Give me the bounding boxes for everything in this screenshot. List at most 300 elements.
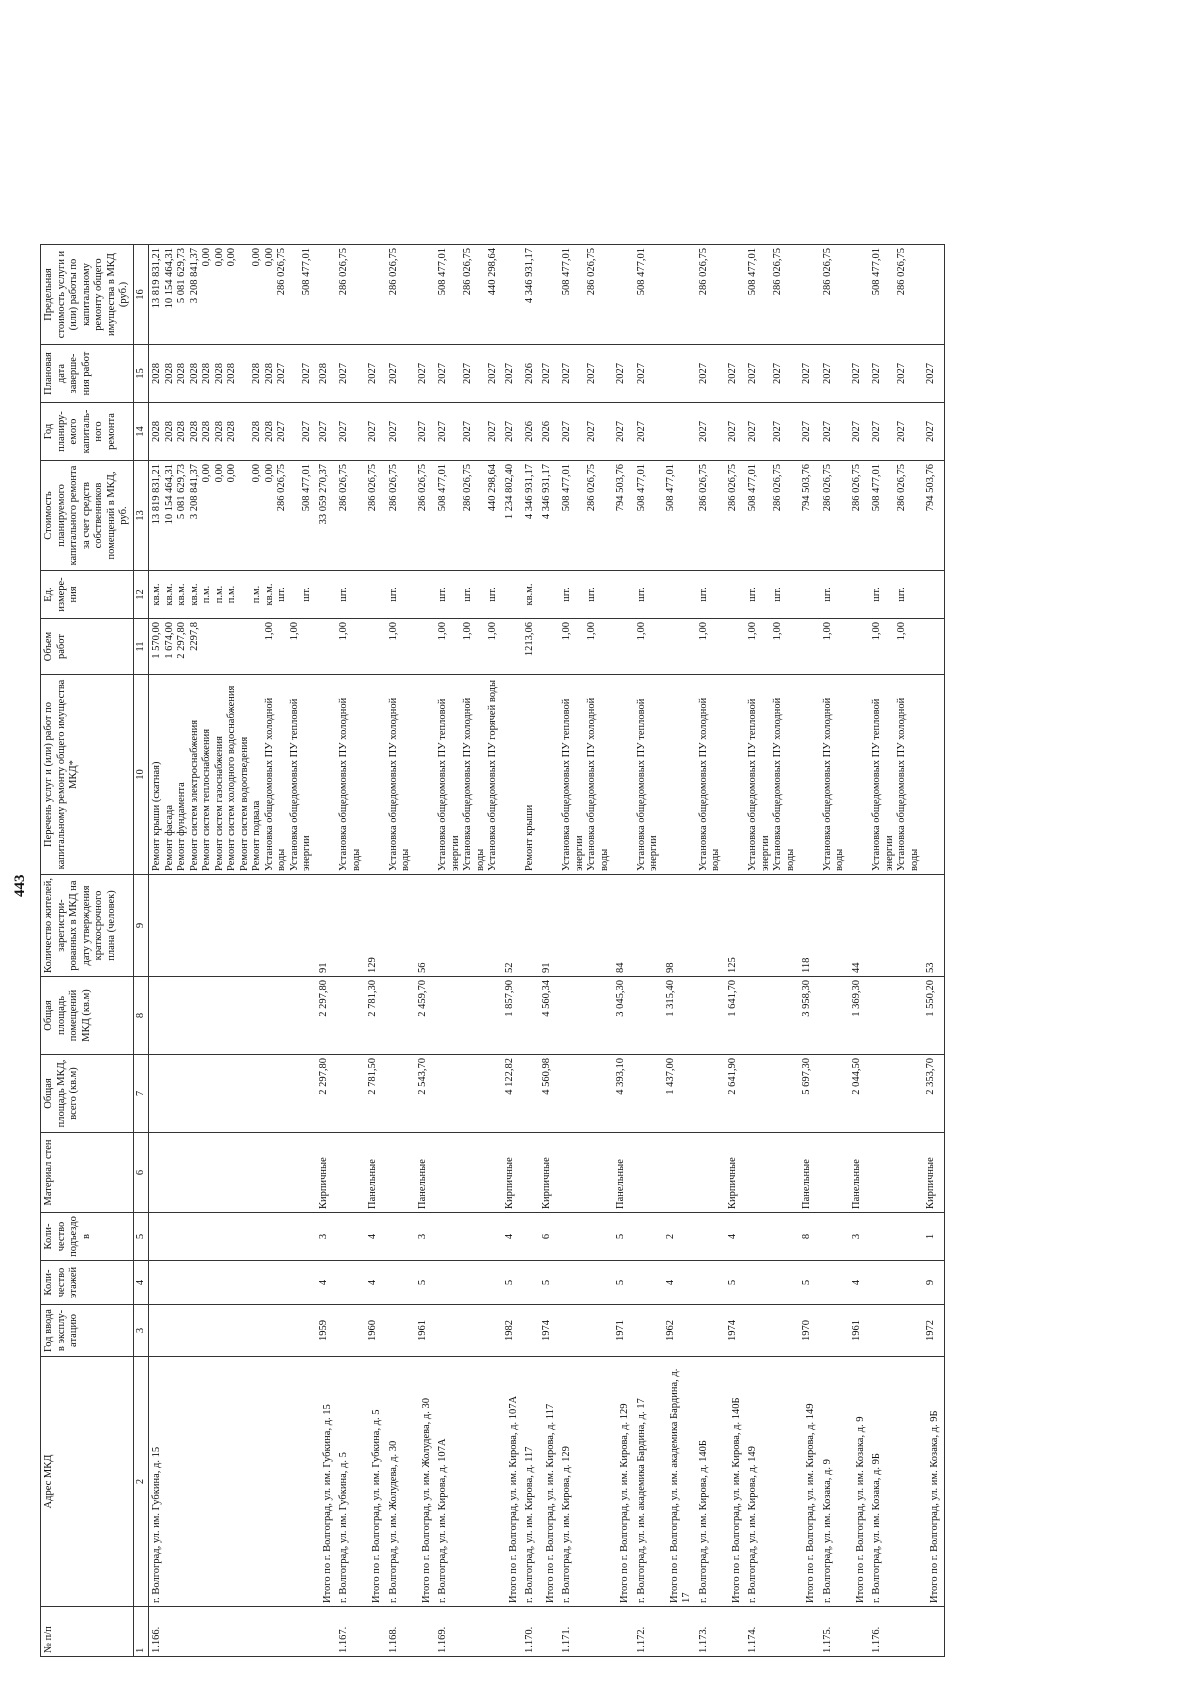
entrances-cell [522,1213,539,1261]
table-row-total [923,245,944,1657]
volume-cell [502,619,523,675]
completion-date-cell: 2028 [316,345,337,403]
table-row [634,245,663,1657]
column-number-cell: 2 [133,1357,149,1607]
repair-year-cell: 2027 [336,403,365,461]
premises-area-cell [386,977,415,1055]
header-cell: Объем работ [41,619,134,675]
table-row [149,245,316,1657]
floors-cell: 4 [365,1261,386,1305]
row-number [539,1607,560,1657]
header-cell: Плановая дата заверше-ния работ [41,345,134,403]
limit-cost-cell [799,245,820,345]
works-list-cell [663,675,696,875]
premises-area-cell: 1 641,70 [725,977,746,1055]
repair-year-cell [663,403,696,461]
year-built-cell: 1974 [539,1305,560,1357]
year-built-cell: 1962 [663,1305,696,1357]
entrances-cell: 4 [365,1213,386,1261]
cost-cell: 508 477,01 [663,461,696,571]
total-area-cell [559,1055,613,1133]
completion-date-cell [663,345,696,403]
unit-cell: шт. [336,571,365,619]
works-list-cell: Установка общедомовых ПУ холодной воды [386,675,415,875]
works-list-cell: Установка общедомовых ПУ тепловой энергии [634,675,663,875]
residents-cell [696,875,725,977]
volume-cell [725,619,746,675]
year-built-cell: 1971 [613,1305,634,1357]
floors-cell: 5 [539,1261,560,1305]
year-built-cell: 1970 [799,1305,820,1357]
volume-cell: 1,00 [634,619,663,675]
limit-cost-cell: 286 026,75 [696,245,725,345]
address-cell: Итого по г. Волгоград, ул. им. Кирова, д. 107А [502,1357,523,1607]
volume-cell [316,619,337,675]
table-row [522,245,539,1657]
entrances-cell [435,1213,502,1261]
total-area-cell [869,1055,923,1133]
column-number-cell: 11 [133,619,149,675]
works-list-cell: Ремонт крыши [522,675,539,875]
page-number: 443 [12,874,28,897]
volume-cell [415,619,436,675]
completion-date-cell: 2027 2027 [559,345,613,403]
wall-material-cell [869,1133,923,1213]
row-number: 1.175. [820,1607,849,1657]
unit-cell: шт. [634,571,663,619]
repair-year-cell: 2027 2027 [869,403,923,461]
repair-year-cell: 2027 [634,403,663,461]
premises-area-cell: 2 459,70 [415,977,436,1055]
entrances-cell: 6 [539,1213,560,1261]
limit-cost-cell: 508 477,01 286 026,75 [745,245,799,345]
header-cell: Год планиру-емого капиталь-ного ремонта [41,403,134,461]
address-cell: г. Волгоград, ул. им. Губкина, д. 15 [149,1357,316,1607]
premises-area-cell [336,977,365,1055]
premises-area-cell: 1 857,90 [502,977,523,1055]
entrances-cell [386,1213,415,1261]
limit-cost-cell: 508 477,01 286 026,75 [869,245,923,345]
cost-cell: 286 026,75 [849,461,870,571]
unit-cell [502,571,523,619]
table-body [149,245,945,1657]
wall-material-cell: Панельные [799,1133,820,1213]
column-number-cell: 6 [133,1133,149,1213]
column-number-cell: 15 [133,345,149,403]
repair-year-cell: 2027 2027 2027 [435,403,502,461]
address-cell: г. Волгоград, ул. им. академика Бардина, д. 17 [634,1357,663,1607]
completion-date-cell: 2027 [923,345,944,403]
wall-material-cell: Панельные [365,1133,386,1213]
repair-year-cell: 2027 [316,403,337,461]
works-list-cell [849,675,870,875]
premises-area-cell: 1 369,30 [849,977,870,1055]
row-number: 1.167. [336,1607,365,1657]
total-area-cell [435,1055,502,1133]
address-cell: г. Волгоград, ул. им. Козака, д. 9 [820,1357,849,1607]
floors-cell: 9 [923,1261,944,1305]
volume-cell [923,619,944,675]
floors-cell [149,1261,316,1305]
premises-area-cell: 1 315,40 [663,977,696,1055]
entrances-cell [149,1213,316,1261]
header-cell: Общая площадь МКД, всего (кв.м) [41,1055,134,1133]
cost-cell: 286 026,75 [365,461,386,571]
premises-area-cell [149,977,316,1055]
works-list-cell [725,675,746,875]
year-built-cell [149,1305,316,1357]
volume-cell [663,619,696,675]
unit-cell [923,571,944,619]
total-area-cell: 2 297,80 [316,1055,337,1133]
residents-cell [745,875,799,977]
limit-cost-cell [725,245,746,345]
header-cell: Адрес МКД [41,1357,134,1607]
row-number: 1.166. [149,1607,316,1657]
floors-cell [634,1261,663,1305]
total-area-cell: 2 044,50 [849,1055,870,1133]
premises-area-cell: 4 560,34 [539,977,560,1055]
cost-cell: 13 819 831,21 10 154 464,31 5 081 629,73 3 208 841,37 0,00 0,00 0,00 0,00 0,00 286 026,75 508 477,01 [149,461,316,571]
floors-cell: 5 [725,1261,746,1305]
volume-cell: 1,00 [696,619,725,675]
header-cell: Год ввода в эксплу-атацию [41,1305,134,1357]
cost-cell: 286 026,75 [415,461,436,571]
unit-cell [799,571,820,619]
works-list-cell [923,675,944,875]
column-number-cell: 1 [133,1607,149,1657]
row-number: 1.168. [386,1607,415,1657]
column-number-cell: 5 [133,1213,149,1261]
cost-cell: 286 026,75 [386,461,415,571]
cost-cell: 508 477,01 286 026,75 [559,461,613,571]
column-number-cell: 7 [133,1055,149,1133]
entrances-cell [559,1213,613,1261]
floors-cell [386,1261,415,1305]
premises-area-cell [634,977,663,1055]
completion-date-cell: 2027 [539,345,560,403]
column-number-cell: 3 [133,1305,149,1357]
wall-material-cell: Панельные [613,1133,634,1213]
cost-cell: 794 503,76 [613,461,634,571]
row-number [613,1607,634,1657]
floors-cell [522,1261,539,1305]
unit-cell [849,571,870,619]
completion-date-cell: 2027 [725,345,746,403]
completion-date-cell: 2027 [386,345,415,403]
year-built-cell [386,1305,415,1357]
residents-cell: 91 [539,875,560,977]
floors-cell [435,1261,502,1305]
works-list-cell [316,675,337,875]
unit-cell: шт. [386,571,415,619]
volume-cell: 1,00 1,00 [745,619,799,675]
row-number [316,1607,337,1657]
limit-cost-cell: 286 026,75 [386,245,415,345]
works-list-cell [539,675,560,875]
table-row-total [663,245,696,1657]
address-cell: Итого по г. Волгоград, ул. им. Губкина, д. 5 [365,1357,386,1607]
header-row [41,245,134,1657]
limit-cost-cell: 508 477,01 286 026,75 440 298,64 [435,245,502,345]
unit-cell: шт. [696,571,725,619]
row-number [725,1607,746,1657]
completion-date-cell: 2027 2027 [745,345,799,403]
row-number: 1.174. [745,1607,799,1657]
repair-year-cell: 2027 [613,403,634,461]
cost-cell: 286 026,75 [696,461,725,571]
wall-material-cell [559,1133,613,1213]
total-area-cell [820,1055,849,1133]
column-number-row [133,245,149,1657]
repair-year-cell: 2027 [502,403,523,461]
year-built-cell [820,1305,849,1357]
residents-cell [149,875,316,977]
volume-cell: 1213,06 [522,619,539,675]
floors-cell [336,1261,365,1305]
cost-cell: 508 477,01 286 026,75 [745,461,799,571]
limit-cost-cell [849,245,870,345]
floors-cell: 5 [799,1261,820,1305]
row-number: 1.176. [869,1607,923,1657]
floors-cell: 4 [849,1261,870,1305]
works-list-cell: Установка общедомовых ПУ тепловой энергии Установка общедомовых ПУ холодной воды Установка общедомовых ПУ горячей воды [435,675,502,875]
year-built-cell: 1982 [502,1305,523,1357]
wall-material-cell [149,1133,316,1213]
column-number-cell: 4 [133,1261,149,1305]
cost-cell: 4 346 931,17 [539,461,560,571]
works-list-cell: Установка общедомовых ПУ холодной воды [820,675,849,875]
wall-material-cell [696,1133,725,1213]
header-cell: Перечень услуг и (или) работ по капитальному ремонту общего имущества МКД* [41,675,134,875]
entrances-cell: 4 [725,1213,746,1261]
total-area-cell [522,1055,539,1133]
entrances-cell [745,1213,799,1261]
repair-year-cell: 2027 [849,403,870,461]
repair-year-cell: 2027 [820,403,849,461]
limit-cost-cell [502,245,523,345]
premises-area-cell: 2 297,80 [316,977,337,1055]
residents-cell: 118 [799,875,820,977]
premises-area-cell [820,977,849,1055]
works-list-cell: Установка общедомовых ПУ тепловой энергии Установка общедомовых ПУ холодной воды [745,675,799,875]
residents-cell: 56 [415,875,436,977]
table-row [336,245,365,1657]
premises-area-cell: 3 958,30 [799,977,820,1055]
repair-year-cell: 2028 2028 2028 2028 2028 2028 2028 2028 2028 2027 2027 [149,403,316,461]
premises-area-cell [435,977,502,1055]
total-area-cell [336,1055,365,1133]
wall-material-cell [634,1133,663,1213]
completion-date-cell: 2027 [820,345,849,403]
total-area-cell: 2 353,70 [923,1055,944,1133]
year-built-cell: 1961 [849,1305,870,1357]
repair-year-cell: 2027 2027 [559,403,613,461]
column-number-cell: 9 [133,875,149,977]
total-area-cell: 5 697,30 [799,1055,820,1133]
address-cell: Итого по г. Волгоград, ул. им. Козака, д. 9 [849,1357,870,1607]
header-cell: № п/п [41,1607,134,1657]
row-number [502,1607,523,1657]
table-row-total [365,245,386,1657]
cost-cell: 286 026,75 [336,461,365,571]
works-list-cell: Ремонт крыши (скатная) Ремонт фасада Ремонт фундамента Ремонт систем электроснабжения Ремонт систем теплоснабжения Ремонт систем газоснабжения Ремонт систем холодного водоснабжения Ремонт систем водоотведения Ремонт подвала Установка общедомовых ПУ холодной воды Установка общедомовых ПУ тепловой энергии [149,675,316,875]
volume-cell: 1,00 [820,619,849,675]
address-cell: г. Волгоград, ул. им. Кирова, д. 140Б [696,1357,725,1607]
entrances-cell [634,1213,663,1261]
unit-cell [415,571,436,619]
entrances-cell: 3 [415,1213,436,1261]
total-area-cell: 4 122,82 [502,1055,523,1133]
year-built-cell: 1961 [415,1305,436,1357]
header-cell: Общая площадь помещений МКД (кв.м) [41,977,134,1055]
completion-date-cell: 2027 [849,345,870,403]
completion-date-cell: 2027 2027 [869,345,923,403]
capital-repair-table [40,244,945,1657]
premises-area-cell: 2 781,30 [365,977,386,1055]
premises-area-cell [696,977,725,1055]
header-cell: Стоимость планируемого капитального ремонта за счет средств собственников помещений в МКД, руб. [41,461,134,571]
unit-cell: шт. [820,571,849,619]
premises-area-cell [522,977,539,1055]
volume-cell: 1,00 1,00 [559,619,613,675]
works-list-cell: Установка общедомовых ПУ тепловой энергии Установка общедомовых ПУ холодной воды [559,675,613,875]
completion-date-cell: 2027 [365,345,386,403]
floors-cell: 5 [415,1261,436,1305]
volume-cell: 1,00 1,00 [869,619,923,675]
total-area-cell: 2 641,90 [725,1055,746,1133]
row-number: 1.173. [696,1607,725,1657]
limit-cost-cell [539,245,560,345]
residents-cell: 129 [365,875,386,977]
table-row [386,245,415,1657]
address-cell: г. Волгоград, ул. им. Кирова, д. 117 [522,1357,539,1607]
residents-cell [820,875,849,977]
address-cell: Итого по г. Волгоград, ул. им. академика Бардина, д. 17 [663,1357,696,1607]
works-list-cell [415,675,436,875]
table-row [869,245,923,1657]
premises-area-cell [559,977,613,1055]
wall-material-cell: Кирпичные [923,1133,944,1213]
completion-date-cell: 2027 [336,345,365,403]
total-area-cell [634,1055,663,1133]
limit-cost-cell [316,245,337,345]
table-row [820,245,849,1657]
cost-cell: 4 346 931,17 [522,461,539,571]
premises-area-cell: 1 550,20 [923,977,944,1055]
wall-material-cell: Панельные [849,1133,870,1213]
cost-cell: 794 503,76 [923,461,944,571]
address-cell: Итого по г. Волгоград, ул. им. Кирова, д. 149 [799,1357,820,1607]
works-list-cell [502,675,523,875]
completion-date-cell: 2027 [696,345,725,403]
column-number-cell: 8 [133,977,149,1055]
wall-material-cell [336,1133,365,1213]
entrances-cell: 8 [799,1213,820,1261]
total-area-cell [149,1055,316,1133]
limit-cost-cell: 4 346 931,17 [522,245,539,345]
address-cell: Итого по г. Волгоград, ул. им. Губкина, д. 15 [316,1357,337,1607]
year-built-cell [745,1305,799,1357]
works-list-cell: Установка общедомовых ПУ тепловой энергии Установка общедомовых ПУ холодной воды [869,675,923,875]
unit-cell [725,571,746,619]
entrances-cell [336,1213,365,1261]
residents-cell [559,875,613,977]
wall-material-cell [745,1133,799,1213]
year-built-cell: 1959 [316,1305,337,1357]
total-area-cell [386,1055,415,1133]
total-area-cell: 4 560,98 [539,1055,560,1133]
year-built-cell [522,1305,539,1357]
limit-cost-cell: 508 477,01 [634,245,663,345]
works-list-cell: Установка общедомовых ПУ холодной воды [336,675,365,875]
row-number [663,1607,696,1657]
floors-cell [820,1261,849,1305]
year-built-cell [869,1305,923,1357]
limit-cost-cell: 286 026,75 [336,245,365,345]
table-row-total [613,245,634,1657]
entrances-cell: 5 [613,1213,634,1261]
entrances-cell [696,1213,725,1261]
cost-cell: 1 234 802,40 [502,461,523,571]
completion-date-cell: 2027 [415,345,436,403]
repair-year-cell: 2027 [725,403,746,461]
limit-cost-cell [613,245,634,345]
residents-cell: 52 [502,875,523,977]
unit-cell: шт. шт. [745,571,799,619]
header-cell: Предельная стоимость услуги и (или) работы по капитальному ремонту общего имущества в МКД (руб.) [41,245,134,345]
cost-cell: 33 059 270,37 [316,461,337,571]
year-built-cell [696,1305,725,1357]
unit-cell [539,571,560,619]
repair-year-cell: 2027 [696,403,725,461]
residents-cell: 53 [923,875,944,977]
completion-date-cell: 2028 2028 2028 2028 2028 2028 2028 2028 2028 2027 2027 [149,345,316,403]
limit-cost-cell: 13 819 831,21 10 154 464,31 5 081 629,73 3 208 841,37 0,00 0,00 0,00 0,00 0,00 286 026,75 508 477,01 [149,245,316,345]
unit-cell: шт. шт. [559,571,613,619]
wall-material-cell: Кирпичные [725,1133,746,1213]
table-row-total [316,245,337,1657]
row-number [799,1607,820,1657]
residents-cell: 91 [316,875,337,977]
residents-cell [634,875,663,977]
column-number-cell: 14 [133,403,149,461]
floors-cell: 5 [613,1261,634,1305]
total-area-cell [745,1055,799,1133]
unit-cell [663,571,696,619]
unit-cell: кв.м. кв.м. кв.м. кв.м. п.м. п.м. п.м. п.м. кв.м. шт. шт. [149,571,316,619]
volume-cell: 1,00 1,00 1,00 [435,619,502,675]
residents-cell [386,875,415,977]
residents-cell [435,875,502,977]
repair-year-cell: 2027 [386,403,415,461]
header-cell: Ед. измере-ния [41,571,134,619]
cost-cell: 286 026,75 [820,461,849,571]
address-cell: г. Волгоград, ул. им. Козака, д. 9Б [869,1357,923,1607]
completion-date-cell: 2027 [634,345,663,403]
residents-cell: 84 [613,875,634,977]
floors-cell [696,1261,725,1305]
entrances-cell [820,1213,849,1261]
residents-cell [869,875,923,977]
table-row [559,245,613,1657]
wall-material-cell: Кирпичные [502,1133,523,1213]
cost-cell: 286 026,75 [725,461,746,571]
header-cell: Количество жителей, зарегистри-рованных в МКД на дату утверждения краткосрочного плана (человек) [41,875,134,977]
row-number: 1.171. [559,1607,613,1657]
volume-cell [799,619,820,675]
entrances-cell: 3 [316,1213,337,1261]
